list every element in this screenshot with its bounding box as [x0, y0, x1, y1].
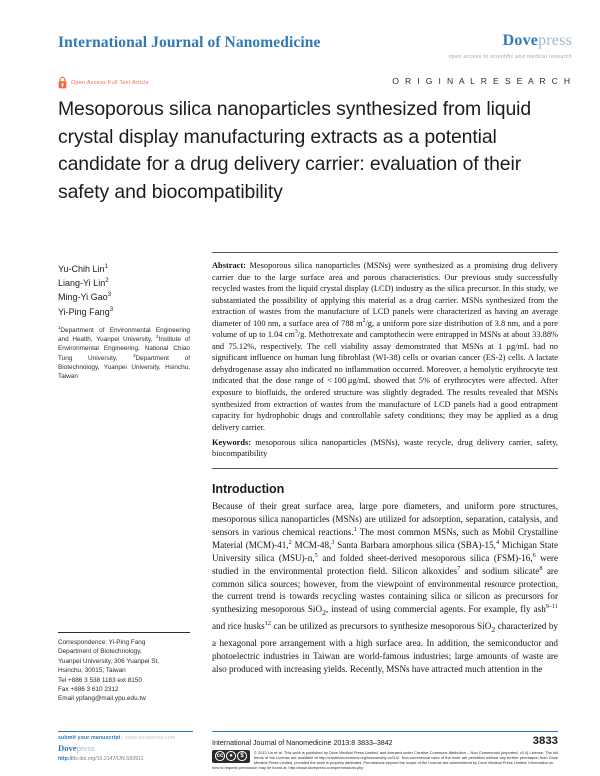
license-row: [212, 750, 558, 765]
correspondence-line: Hsinchu, 30015, Taiwan: [58, 667, 126, 675]
author-affil-mark: 1: [104, 263, 108, 270]
author-block: [58, 262, 190, 382]
correspondence-line: Department of Biotechnology,: [58, 648, 142, 656]
author-entry: [58, 262, 190, 276]
page-number: 3833: [532, 735, 558, 747]
masthead: [58, 32, 572, 78]
open-access-bar: [58, 76, 572, 92]
footer-dovepress-wordmark: [58, 743, 193, 753]
correspondence-line: Yuanpei University, 306 Yuanpei St,: [58, 657, 160, 665]
cc-mark-nc: $: [237, 751, 247, 761]
footer-citation-row: [212, 735, 558, 747]
footer-left-divider: [58, 731, 193, 732]
correspondence-line: Tel +886 3 538 1183 ext 8150: [58, 676, 142, 684]
journal-citation: International Journal of Nanomedicine 2013:8 3833–3842: [212, 739, 393, 747]
correspondence-divider: [58, 632, 190, 633]
submit-manuscript-label: submit your manuscript: [58, 735, 121, 741]
author-affil-mark: 3: [107, 291, 112, 299]
journal-title: International Journal of Nanomedicine: [58, 34, 321, 51]
abstract-bottom-divider: [212, 468, 558, 469]
keywords-paragraph: [212, 437, 558, 460]
author-name: Liang-Yi Lin: [58, 278, 106, 289]
submit-manuscript-line[interactable]: [58, 735, 193, 741]
author-entry: [58, 290, 190, 304]
lock-icon: [58, 76, 67, 89]
footer-dove: Dove: [58, 743, 77, 753]
author-name: Ming-Yi Gao: [58, 292, 108, 303]
dovepress-press: press: [538, 32, 572, 49]
correspondence-email-line[interactable]: Email ypfang@mail.ypu.edu.tw: [58, 695, 146, 703]
footer-left: [58, 731, 193, 762]
affil-mark-3: 3: [133, 352, 136, 358]
license-permissions-line: how to request permission may be found at: http://www.dovepress.com/permissions.php: [212, 764, 364, 770]
dovepress-wordmark: [449, 32, 572, 50]
affil-mark-2: 2: [156, 333, 159, 339]
doi-prefix: http://: [58, 755, 73, 762]
author-affil-mark: 2: [105, 277, 109, 285]
submit-separator: |: [120, 735, 126, 741]
creative-commons-icon[interactable]: [212, 750, 250, 763]
affiliation-text: $^1$Department of Environmental Engineering and Health, Yuanpei University, $^2$Institute of Environmental Engineering, National Chiao Tung University, $^3$Department of Biotechnology, Yuanpei University, Hsinchu, Taiwan: [58, 324, 191, 381]
keywords-body: mesoporous silica nanoparticles (MSNs), waste recycle, drug delivery carrier, safety, biocompatibility: [212, 437, 558, 459]
affil-mark-1: 1: [58, 324, 61, 330]
abstract-paragraph: [212, 260, 558, 433]
correspondence-line: Correspondence: Yi-Ping Fang: [58, 639, 146, 646]
correspondence-line: Fax +886 3 610 2312: [58, 686, 119, 694]
cc-mark-by: ●: [226, 751, 236, 761]
author-name: Yi-Ping Fang: [58, 306, 110, 317]
publisher-tagline: open access to scientific and medical research: [448, 54, 572, 60]
correspondence-text: [58, 638, 190, 704]
correspondence-block: [58, 632, 190, 704]
dovepress-url: www.dovepress.com: [125, 735, 176, 741]
author-affil-mark: 3: [109, 305, 114, 313]
keywords-label: Keywords:: [212, 437, 252, 447]
footer-press: press: [76, 743, 95, 753]
footer-right: [212, 731, 558, 770]
dovepress-dove: Dove: [502, 32, 539, 49]
footer-right-divider: [212, 731, 558, 732]
license-text: © 2013 Lin et al. This work is published by Dove Medical Press Limited, and licensed under Creative Commons Attribution – Non Commercial (unported, v3.0) License. The full terms of the License are available at http://creativecommons.org/licenses/by-nc/3.0/. Non-commercial uses of the work are permitted without any further permission from Dove Medical Press Limited, provided the work is properly attributed. Permissions beyond the scope of the License are administered by Dove Medical Press Limited. Information on: [254, 749, 558, 765]
author-list: [58, 262, 190, 319]
doi-link[interactable]: [58, 756, 193, 762]
open-access-group[interactable]: [58, 76, 149, 89]
open-access-label: Open Access Full Text Article: [71, 79, 150, 86]
page-title: Mesoporous silica nanoparticles synthesized from liquid crystal display manufacturing extracts as a potential candidate for a drug delivery carrier: evaluation of their safety and biocompatibility: [58, 98, 532, 203]
section-heading-introduction: Introduction: [212, 481, 285, 496]
author-entry: [58, 305, 190, 319]
article-type-label: O R I G I N A L R E S E A R C H: [392, 76, 572, 86]
introduction-paragraph: Because of their great surface area, large pore diameters, and uniform pore structures, mesoporous silica nanoparticles (MSNs) are utilized for adsorption, separation, catalysis, and sensors in various chemical reactions.$^1$ The most common MSNs, such as Mobil Crystalline Material (MCM)-41,$^2$ MCM-48,$^3$ Santa Barbara amorphous silica (SBA)-15,$^4$ Michigan State University silica (MSU)-n,$^5$ and folded sheet-derived mesoporous silica (FSM)-16,$^6$ were studied in the environmental protection field. Silicon alkoxides$^7$ and sodium silicate$^8$ are common silica sources; however, from the viewpoint of environmental resource protection, the current trend is towards recycling wastes containing silica or silicon as precursors for synthesizing mesoporous SiO$_2$, instead of using commercial agents. For example, fly ash$^{9-11}$ and rice husks$^{12}$ can be utilized as precursors to synthesize mesoporous SiO$_2$ characterized by a hexagonal pore arrangement with a high surface area. In addition, the semiconductor and photoelectric industries in Taiwan are world-famous industries; large amounts of waste are also produced with increasing yields. Recently, MSNs have attracted much attention in the: [212, 500, 559, 674]
abstract-top-divider: [212, 252, 558, 253]
abstract-body: Mesoporous silica nanoparticles (MSNs) were synthesized as a promising drug delivery carrier due to the large surface area and porous characteristics. Our previous study successfully recycled wastes from the liquid crystal display (LCD) industry as the silica precursor. In this study, we substantiated the possibility of applying this material as a drug carrier. MSNs synthesized from the extraction of wastes from the manufacture of LCD panels were characterized as having an average diameter of 100 nm, a surface area of 788 $m^2/g$, a uniform pore size distribution of 3.8 nm, and a pore volume of up to 1.04 $cm^3/g$. Methotrexate and camptothecin were entrapped in MSNs at about 33.88% and 75.12%, respectively. The cell viability assay demonstrated that MSNs at 1 μg/mL had no significant influence on human lung fibroblast (WI-38) cells or ovarian cancer (ES-2) cells. A lactate dehydrogenase assay also indicated no inflammation occurred. Moreover, a hemolytic erythrocyte test indicated that the dose range of < 100 μg/mL showed that 5% of erythrocytes were affected. After exposure to biofluids, the ordered structure was slightly degraded. The results revealed that MSNs synthesized from extraction of wastes from the manufacture of LCD panels had a good entrapment capacity for hydrophobic drugs and controllable safety conditions; they may be applied as a drug delivery carrier.: [212, 261, 559, 432]
author-name: Yu-Chih Lin: [58, 264, 105, 274]
cc-mark-cc: cc: [216, 753, 224, 759]
doi-value: dx.doi.org/10.2147/IJN.S50911: [72, 755, 144, 762]
publisher-logo[interactable]: [449, 32, 572, 60]
article-content: [212, 252, 558, 676]
author-entry: [58, 276, 190, 290]
abstract-label: Abstract:: [212, 261, 246, 270]
